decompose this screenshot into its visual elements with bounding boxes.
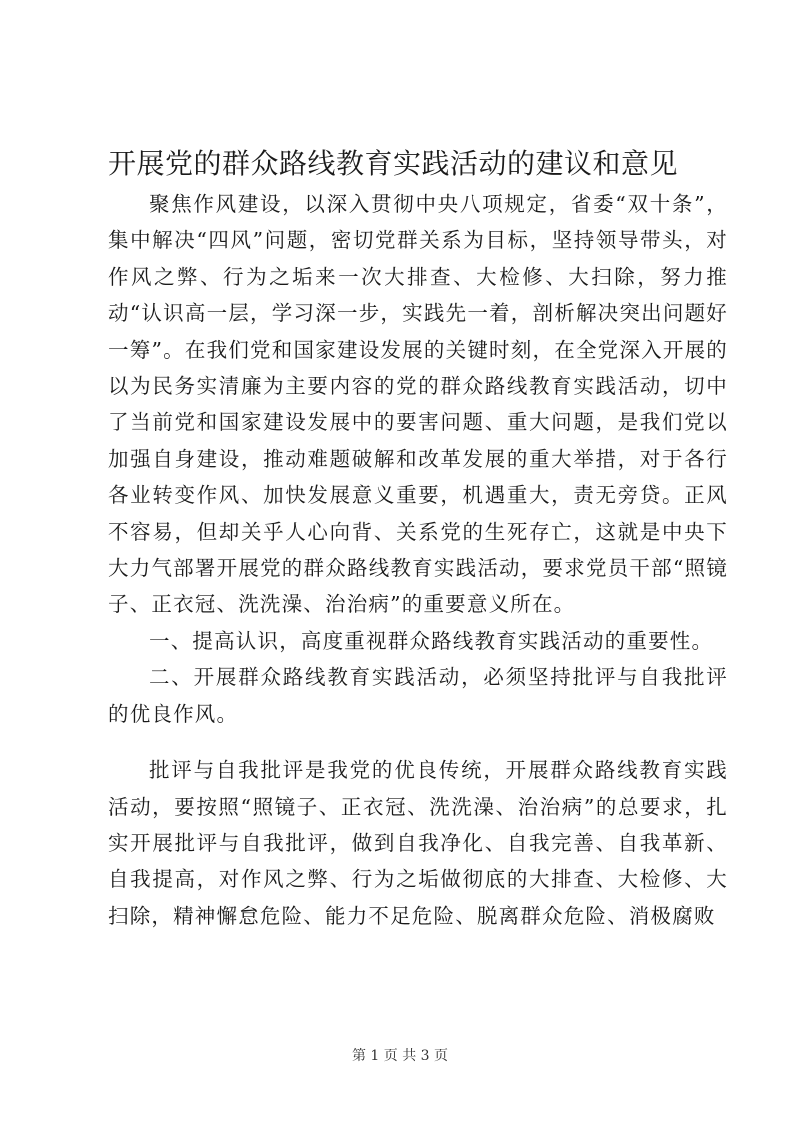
document-title: 开展党的群众路线教育实践活动的建议和意见	[108, 147, 679, 180]
document-body	[108, 186, 728, 934]
paragraph-section-two: 二、开展群众路线教育实践活动，必须坚持批评与自我批评的优良作风。	[108, 665, 728, 726]
paragraph-criticism: 批评与自我批评是我党的优良传统，开展群众路线教育实践活动，要按照“照镜子、正衣冠、洗洗澡、治治病”的总要求，扎实开展批评与自我批评，做到自我净化、自我完善、自我革新、自我提高，对作风之弊、行为之垢做彻底的大排查、大检修、大扫除，精神懈怠危险、能力不足危险、脱离群众危险、消极腐败	[108, 758, 728, 928]
paragraph-intro: 聚焦作风建设，以深入贯彻中央八项规定，省委“双十条”，集中解决“四风”问题，密切党群关系为目标，坚持领导带头，对作风之弊、行为之垢来一次大排查、大检修、大扫除，努力推动“认识高一层，学习深一步，实践先一着，剖析解决突出问题好一筹”。在我们党和国家建设发展的关键时刻，在全党深入开展的以为民务实清廉为主要内容的党的群众路线教育实践活动，切中了当前党和国家建设发展中的要害问题、重大问题，是我们党以加强自身建设，推动难题破解和改革发展的重大举措，对于各行各业转变作风、加快发展意义重要，机遇重大，责无旁贷。正风不容易，但却关乎人心向背、关系党的生死存亡，这就是中央下大力气部署开展党的群众路线教育实践活动，要求党员干部“照镜子、正衣冠、洗洗澡、治治病”的重要意义所在。	[108, 192, 728, 617]
paragraph-section-one: 一、提高认识，高度重视群众路线教育实践活动的重要性。	[149, 628, 714, 653]
page-footer: 第 1 页 共 3 页	[351, 1048, 449, 1064]
